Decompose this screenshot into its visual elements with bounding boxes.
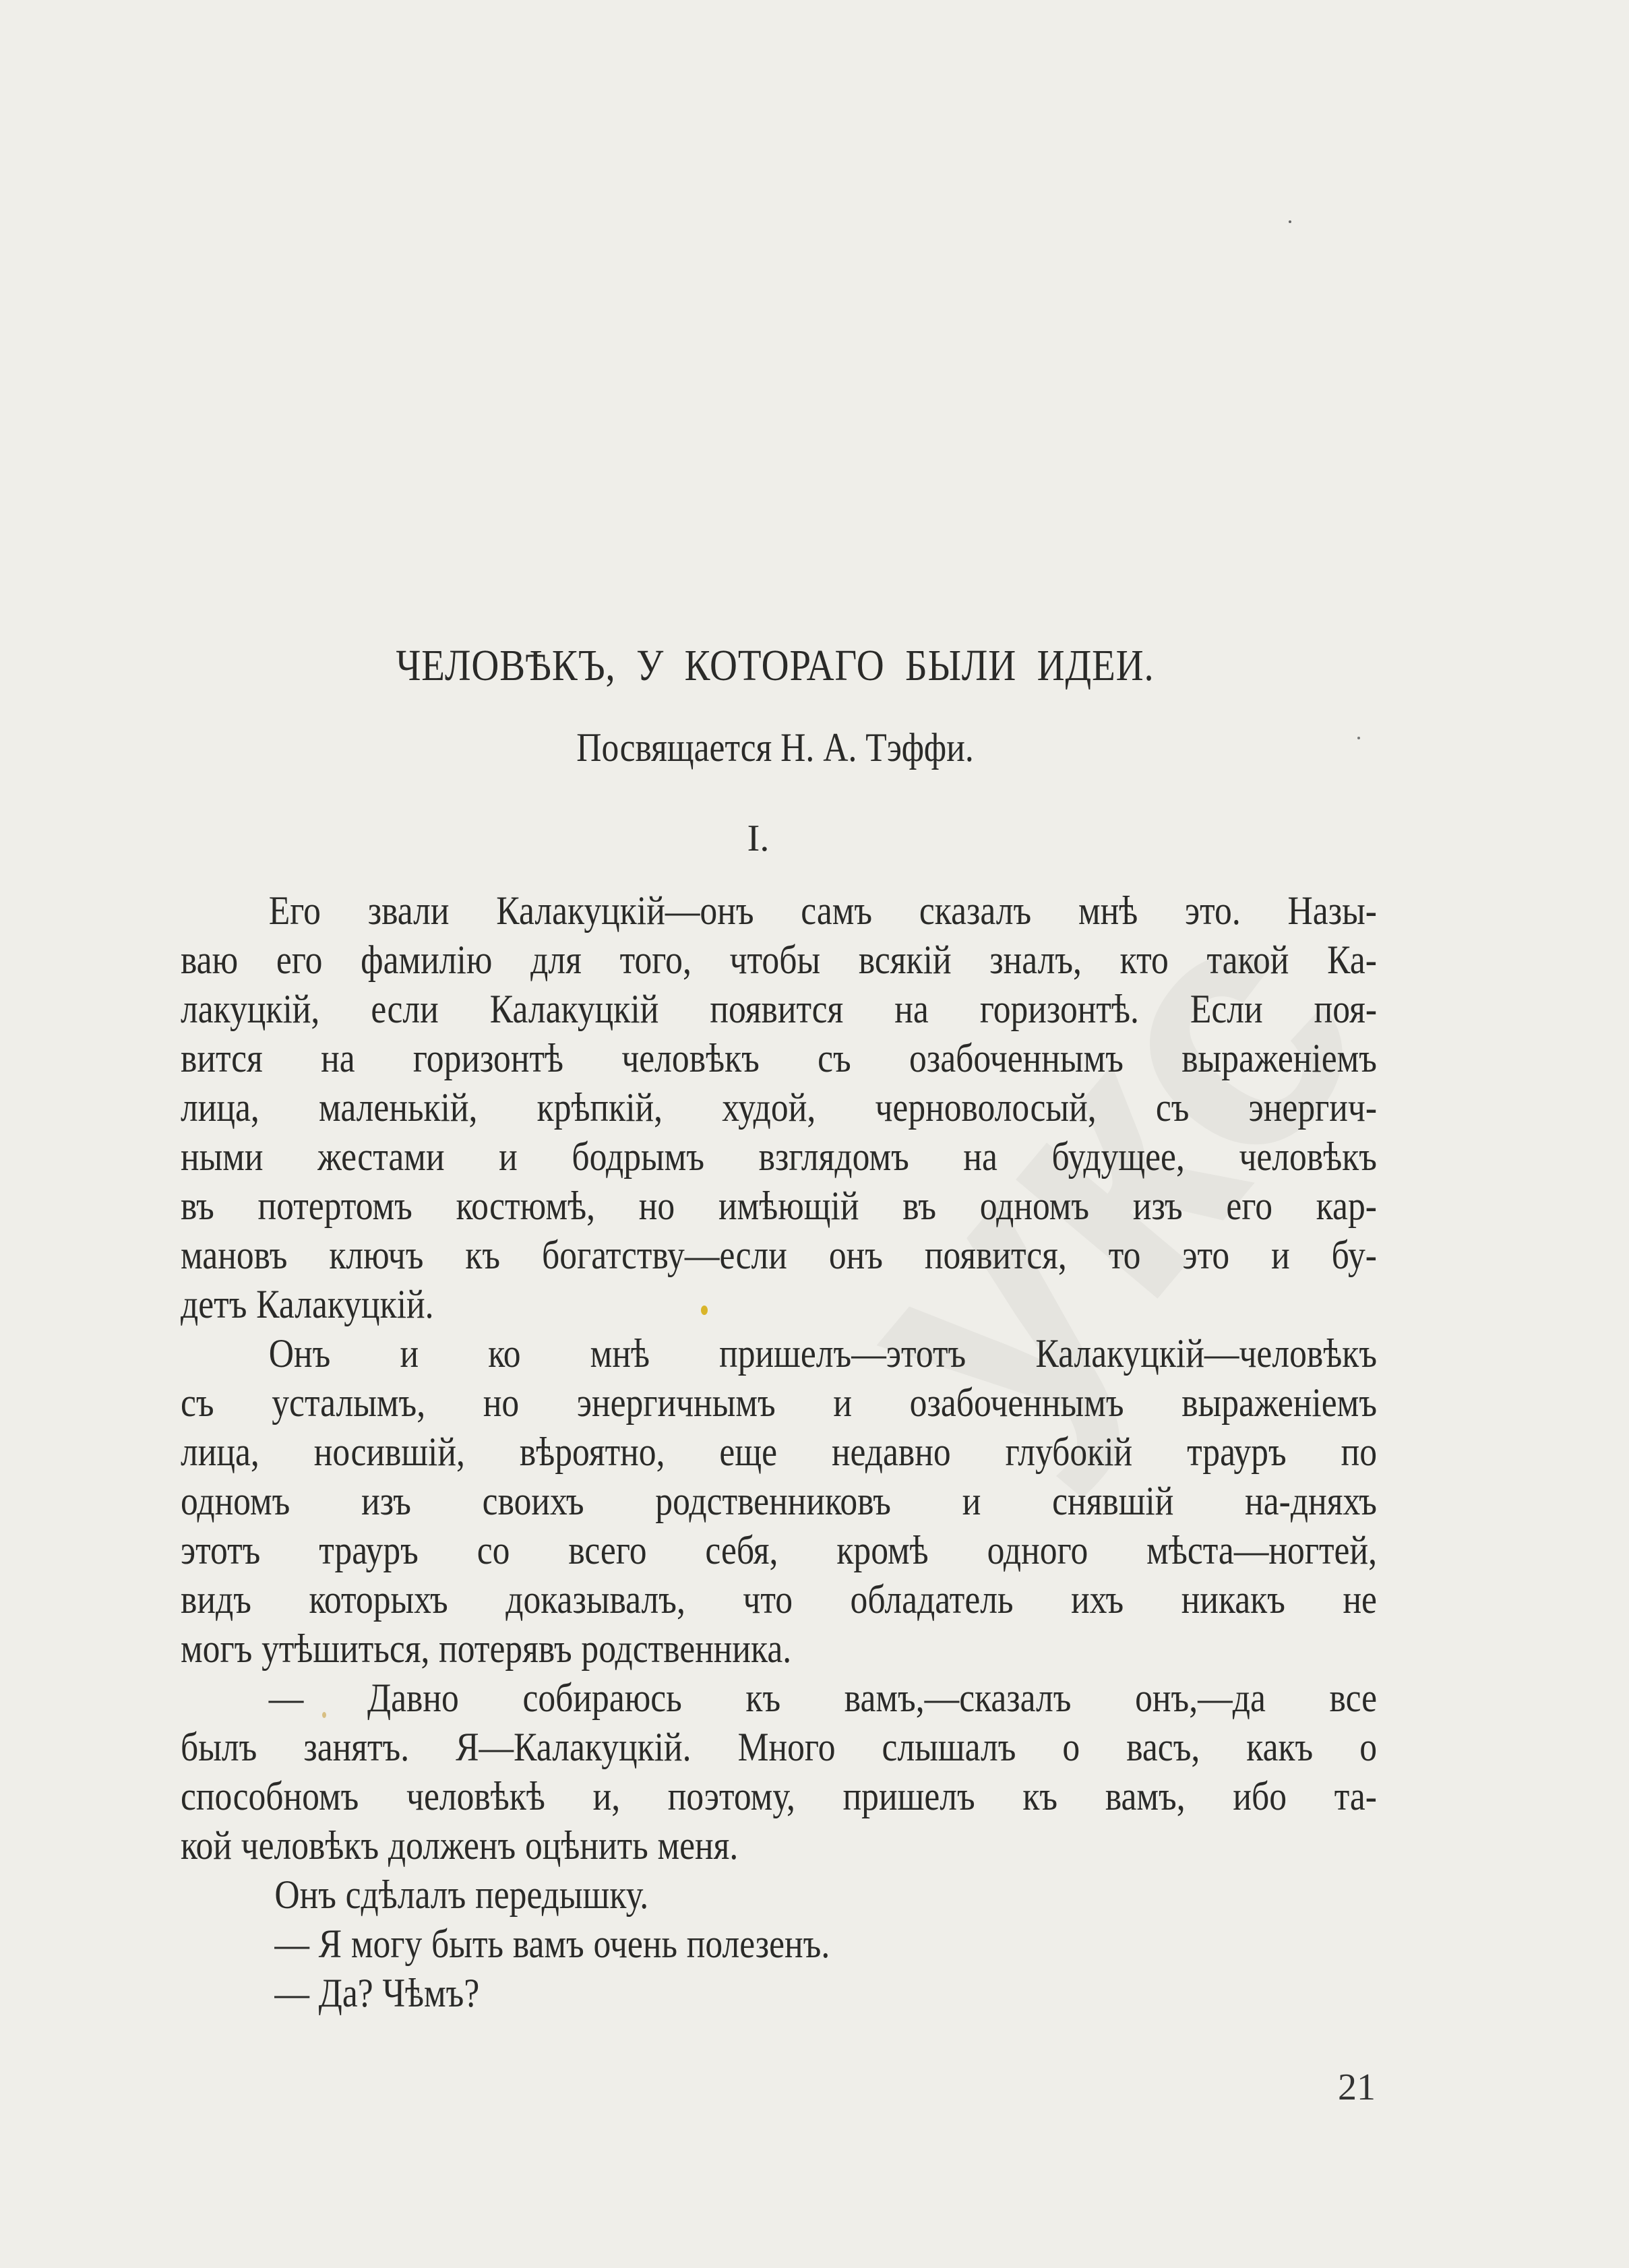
word: и, xyxy=(592,1774,621,1818)
word: трауръ xyxy=(319,1528,419,1572)
word: для xyxy=(530,938,582,982)
word: но xyxy=(638,1184,675,1228)
word: имѣющій xyxy=(718,1184,859,1228)
word: звали xyxy=(367,888,450,933)
word: ваю xyxy=(181,938,239,982)
word: взглядомъ xyxy=(758,1134,909,1179)
word: и xyxy=(962,1479,981,1523)
word: худой, xyxy=(722,1085,816,1130)
word: и xyxy=(1271,1233,1290,1277)
word: это. xyxy=(1185,888,1241,933)
word: изъ xyxy=(361,1479,411,1523)
word: богатству—если xyxy=(542,1233,787,1277)
word: человѣкъ xyxy=(621,1036,760,1080)
word: жестами xyxy=(317,1134,445,1179)
word: на xyxy=(963,1134,997,1179)
word: пришелъ xyxy=(842,1774,975,1818)
word: крѣпкій, xyxy=(536,1085,663,1130)
word: съ xyxy=(1155,1085,1190,1130)
word: какъ xyxy=(1246,1725,1314,1769)
word: своихъ xyxy=(482,1479,584,1523)
word: Калакуцкій—человѣкъ xyxy=(1035,1331,1378,1376)
word: на-дняхъ xyxy=(1245,1479,1377,1523)
word: меня. xyxy=(657,1823,739,1868)
text-line xyxy=(181,1526,1377,1575)
text-line xyxy=(181,1870,1377,1920)
text-line xyxy=(181,985,1377,1034)
word: долженъ xyxy=(388,1823,516,1868)
word: слышалъ xyxy=(882,1725,1016,1769)
word: Онъ xyxy=(274,1872,336,1917)
word: и xyxy=(499,1134,518,1179)
word: горизонтѣ xyxy=(412,1036,564,1080)
word: выраженіемъ xyxy=(1181,1036,1377,1080)
word: могу xyxy=(350,1922,423,1966)
word: вѣроятно, xyxy=(519,1430,665,1474)
word: лакуцкій, xyxy=(181,987,320,1031)
word: озабоченнымъ xyxy=(909,1380,1124,1425)
text-line xyxy=(181,1231,1377,1280)
word: Назы- xyxy=(1287,888,1377,933)
text-line xyxy=(181,1280,1377,1329)
word: по xyxy=(1341,1430,1378,1474)
word: съ xyxy=(818,1036,851,1080)
word: Я xyxy=(318,1922,342,1966)
word: на xyxy=(321,1036,355,1080)
word: — xyxy=(268,1676,304,1720)
word: къ xyxy=(465,1233,501,1277)
word: Ка- xyxy=(1327,938,1377,982)
word: горизонтѣ. xyxy=(979,987,1139,1031)
word: костюмѣ, xyxy=(456,1184,596,1228)
word: вится xyxy=(181,1036,263,1080)
dedication: Посвящается Н. А. Тэффи. xyxy=(576,725,974,770)
body-text xyxy=(181,886,1377,2018)
word: одного xyxy=(987,1528,1088,1572)
word: обладатель xyxy=(850,1577,1014,1622)
word: выраженіемъ xyxy=(1181,1380,1378,1425)
word: ными xyxy=(181,1134,264,1179)
word: все xyxy=(1329,1676,1378,1720)
word: — xyxy=(274,1922,309,1966)
text-line xyxy=(181,1132,1377,1182)
text-line xyxy=(181,1329,1377,1378)
text-line xyxy=(181,886,1377,936)
word: Онъ xyxy=(268,1331,331,1376)
word: Его xyxy=(268,888,321,933)
word: — xyxy=(274,1971,309,2015)
word: того, xyxy=(619,938,691,982)
word: черноволосый, xyxy=(875,1085,1097,1130)
word: детъ xyxy=(181,1282,247,1326)
word: о xyxy=(1062,1725,1080,1769)
word: и xyxy=(400,1331,419,1376)
word: родственника. xyxy=(581,1626,792,1671)
text-line xyxy=(181,1083,1377,1132)
word: передышку. xyxy=(475,1872,649,1917)
text-line xyxy=(181,1428,1377,1477)
word: маленькій, xyxy=(319,1085,478,1130)
text-line xyxy=(181,1674,1377,1723)
text-line xyxy=(181,1182,1377,1231)
word: потерявъ xyxy=(439,1626,572,1671)
word: вамъ,—сказалъ xyxy=(844,1676,1072,1720)
word: ко xyxy=(488,1331,521,1376)
word: очень xyxy=(593,1922,677,1966)
word: что xyxy=(743,1577,793,1622)
word: если xyxy=(371,987,439,1031)
word: еще xyxy=(719,1430,777,1474)
word: поя- xyxy=(1314,987,1378,1031)
word: доказывалъ, xyxy=(505,1577,685,1622)
word: его xyxy=(1226,1184,1273,1228)
chapter-title: ЧЕЛОВѢКЪ, У КОТОРАГО БЫЛИ ИДЕИ. xyxy=(396,641,1155,690)
word: фамилію xyxy=(361,938,493,982)
word: мнѣ xyxy=(590,1331,650,1376)
word: утѣшиться, xyxy=(262,1626,430,1671)
word: кромѣ xyxy=(836,1528,929,1572)
word: энергичнымъ xyxy=(576,1380,776,1425)
word: къ xyxy=(1022,1774,1058,1818)
paper-mark xyxy=(1357,737,1360,739)
word: вамъ, xyxy=(1105,1774,1186,1818)
word: занятъ. xyxy=(303,1725,410,1769)
word: лица, xyxy=(181,1430,259,1474)
word: Если xyxy=(1190,987,1263,1031)
text-line xyxy=(181,1575,1377,1624)
word: кто xyxy=(1119,938,1169,982)
word: Калакуцкій. xyxy=(256,1282,434,1326)
ink-speck xyxy=(322,1712,326,1718)
text-line xyxy=(181,1821,1377,1870)
word: энергич- xyxy=(1248,1085,1378,1130)
word: всего xyxy=(568,1528,647,1572)
word: былъ xyxy=(181,1725,257,1769)
word: и xyxy=(833,1380,852,1425)
word: Я—Калакуцкій. xyxy=(456,1725,691,1769)
text-line xyxy=(181,1772,1377,1821)
word: видъ xyxy=(181,1577,251,1622)
word: та- xyxy=(1334,1774,1377,1818)
word: носившій, xyxy=(313,1430,465,1474)
word: поэтому, xyxy=(667,1774,795,1818)
word: но xyxy=(483,1380,520,1425)
word: всякій xyxy=(858,938,952,982)
word: лица, xyxy=(181,1085,259,1130)
word: человѣкѣ xyxy=(406,1774,545,1818)
text-line xyxy=(181,1723,1377,1772)
text-line xyxy=(181,1034,1377,1083)
section-number: I. xyxy=(747,818,770,859)
word: его xyxy=(276,938,323,982)
word: изъ xyxy=(1132,1184,1183,1228)
word: мановъ xyxy=(181,1233,288,1277)
word: этотъ xyxy=(181,1528,261,1572)
word: сдѣлалъ xyxy=(345,1872,466,1917)
word: родственниковъ xyxy=(655,1479,891,1523)
word: Калакуцкій xyxy=(489,987,659,1031)
word: такой xyxy=(1206,938,1289,982)
word: съ xyxy=(181,1380,214,1425)
word: усталымъ, xyxy=(272,1380,426,1425)
word: полезенъ. xyxy=(686,1922,830,1966)
word: никакъ xyxy=(1181,1577,1285,1622)
word: трауръ xyxy=(1187,1430,1287,1474)
word: быть xyxy=(431,1922,504,1966)
word: мѣста—ногтей, xyxy=(1146,1528,1377,1572)
word: то xyxy=(1108,1233,1141,1277)
word: бодрымъ xyxy=(572,1134,705,1179)
paper-mark xyxy=(1289,220,1291,223)
text-line xyxy=(181,1969,1377,2018)
word: одномъ xyxy=(181,1479,290,1523)
word: человѣкъ xyxy=(1239,1134,1377,1179)
word: будущее, xyxy=(1051,1134,1185,1179)
text-line xyxy=(181,1920,1377,1969)
word: оцѣнить xyxy=(524,1823,648,1868)
word: способномъ xyxy=(181,1774,359,1818)
word: ихъ xyxy=(1071,1577,1124,1622)
word: ключъ xyxy=(329,1233,424,1277)
word: ибо xyxy=(1233,1774,1287,1818)
text-line xyxy=(181,1477,1377,1526)
word: потертомъ xyxy=(257,1184,412,1228)
word: зналъ, xyxy=(989,938,1082,982)
word: въ xyxy=(902,1184,937,1228)
word: вамъ xyxy=(512,1922,584,1966)
word: самъ xyxy=(801,888,873,933)
word: онъ,—да xyxy=(1135,1676,1266,1720)
text-line xyxy=(181,936,1377,985)
word: къ xyxy=(745,1676,781,1720)
word: на xyxy=(894,987,929,1031)
word: глубокій xyxy=(1005,1430,1133,1474)
word: Калакуцкій—онъ xyxy=(496,888,754,933)
word: могъ xyxy=(181,1626,253,1671)
word: появится, xyxy=(924,1233,1067,1277)
word: снявшій xyxy=(1052,1479,1174,1523)
word: Давно xyxy=(367,1676,459,1720)
word: васъ, xyxy=(1126,1725,1200,1769)
word: озабоченнымъ xyxy=(909,1036,1124,1080)
word: себя, xyxy=(705,1528,778,1572)
ink-speck xyxy=(701,1306,708,1315)
word: кар- xyxy=(1316,1184,1377,1228)
word: которыхъ xyxy=(309,1577,448,1622)
word: сказалъ xyxy=(919,888,1032,933)
word: Много xyxy=(737,1725,836,1769)
word: мнѣ xyxy=(1078,888,1138,933)
text-line xyxy=(181,1624,1377,1674)
word: Чѣмъ? xyxy=(382,1971,480,2015)
word: пришелъ—этотъ xyxy=(719,1331,966,1376)
word: со xyxy=(477,1528,510,1572)
word: это xyxy=(1182,1233,1230,1277)
word: собираюсь xyxy=(522,1676,682,1720)
word: одномъ xyxy=(979,1184,1090,1228)
word: бу- xyxy=(1331,1233,1377,1277)
word: онъ xyxy=(828,1233,883,1277)
word: не xyxy=(1343,1577,1377,1622)
word: появится xyxy=(710,987,844,1031)
word: Да? xyxy=(318,1971,373,2015)
word: кой xyxy=(181,1823,232,1868)
page-number: 21 xyxy=(1338,2066,1376,2108)
text-line xyxy=(181,1378,1377,1428)
word: чтобы xyxy=(729,938,821,982)
word: въ xyxy=(181,1184,214,1228)
word: о xyxy=(1359,1725,1378,1769)
word: недавно xyxy=(831,1430,951,1474)
word: человѣкъ xyxy=(241,1823,379,1868)
